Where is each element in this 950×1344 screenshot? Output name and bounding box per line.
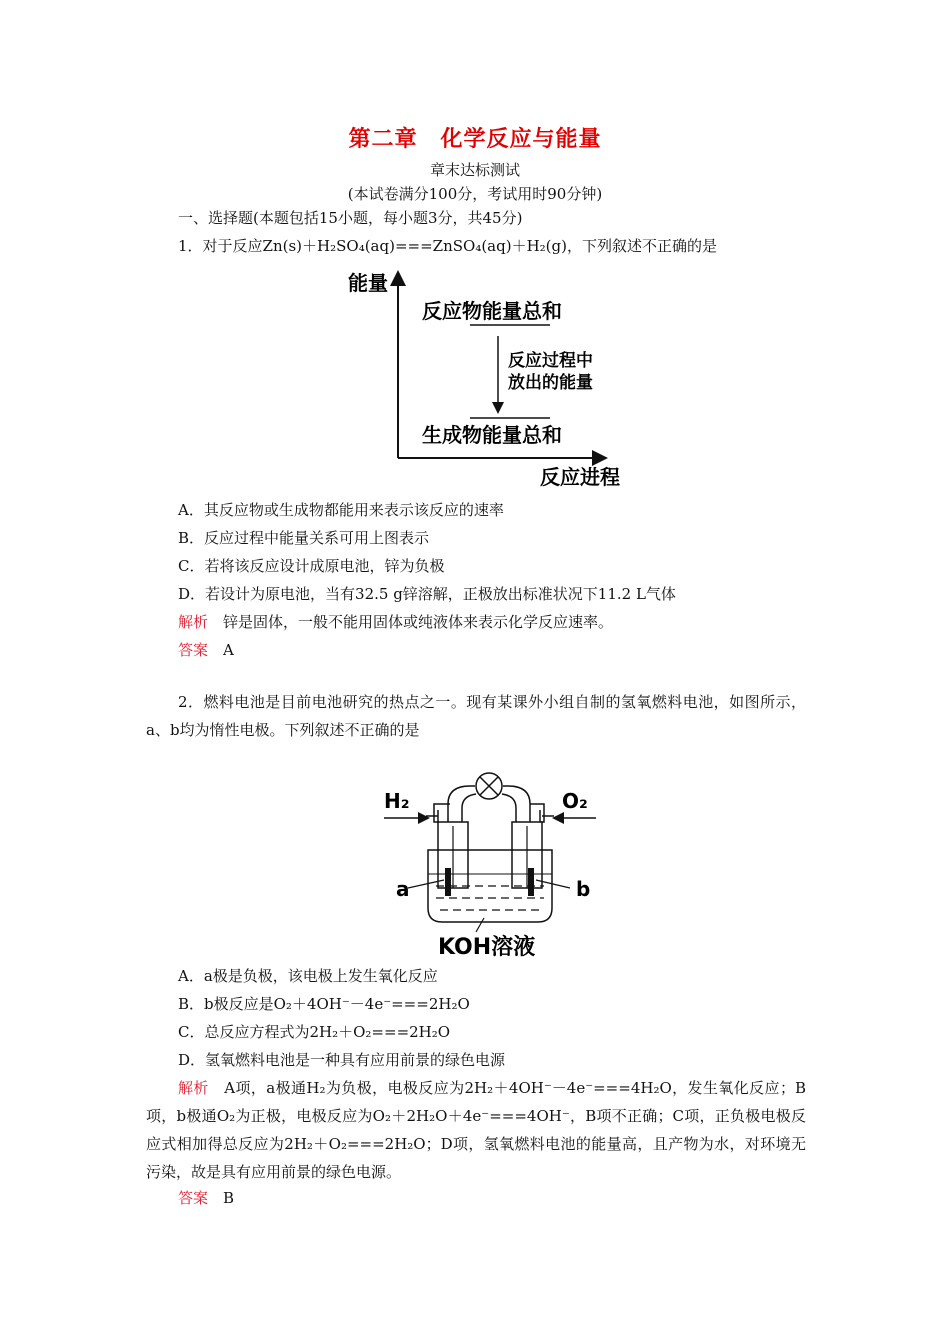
q1-option-a: A．其反应物或生成物都能用来表示该反应的速率 (178, 501, 504, 519)
fuel-cell-diagram (380, 768, 610, 960)
analysis-text: A项，a极通H₂为负极，电极反应为2H₂＋4OH⁻－4e⁻===4H₂O，发生氧化反应；B项，b极通O₂为正极，电极反应为O₂＋2H₂O＋4e⁻===4OH⁻，B项不正确；C项，正负极电极反应式相加得总反应为2H₂＋O₂===2H₂O；D项，氢氧燃料电池的能量高，且产物为水，对环境无污染，故是具有应用前景的绿色电源。 (146, 1079, 806, 1181)
energy-diagram (340, 262, 640, 494)
q1-option-c: C．若将该反应设计成原电池，锌为负极 (178, 557, 445, 575)
question-2-stem: 2．燃料电池是目前电池研究的热点之一。现有某课外小组自制的氢氧燃料电池，如图所示，a、b均为惰性电极。下列叙述不正确的是 (146, 693, 806, 739)
q1-analysis (178, 612, 613, 632)
arrow-label-line-1: 反应过程中 (508, 351, 593, 371)
chapter-title: 第二章 化学反应与能量 (348, 127, 602, 152)
product-energy-label: 生成物能量总和 (422, 423, 562, 447)
analysis-label: 解析 (178, 613, 209, 631)
q2-option-b: B．b极反应是O₂＋4OH⁻－4e⁻===2H₂O (178, 995, 470, 1013)
h2-label: H₂ (384, 789, 410, 813)
q1-answer (178, 640, 234, 660)
o2-label: O₂ (562, 789, 588, 813)
x-axis-label: 反应进程 (540, 465, 620, 489)
test-subtitle: 章末达标测试 (429, 161, 520, 179)
answer-text: B (223, 1189, 235, 1207)
answer-text: A (223, 641, 234, 659)
answer-label: 答案 (178, 641, 209, 659)
q2-analysis (146, 1074, 806, 1186)
question-1-stem: 1．对于反应Zn(s)＋H₂SO₄(aq)===ZnSO₄(aq)＋H₂(g)，下列叙述不正确的是 (178, 237, 717, 255)
electrode-a-label: a (396, 877, 410, 901)
electrode-b (528, 868, 534, 896)
y-axis-label: 能量 (348, 271, 388, 295)
reactant-energy-label: 反应物能量总和 (422, 299, 562, 323)
electrode-b-label: b (576, 877, 591, 901)
electrode-a (445, 868, 451, 896)
q1-option-d: D．若设计为原电池，当有32.5 g锌溶解，正极放出标准状况下11.2 L气体 (178, 585, 676, 603)
analysis-text: 锌是固体，一般不能用固体或纯液体来表示化学反应速率。 (223, 613, 614, 631)
koh-solution-label: KOH溶液 (438, 935, 536, 960)
analysis-label: 解析 (178, 1079, 209, 1097)
exam-info: (本试卷满分100分，考试用时90分钟) (347, 185, 603, 203)
q2-answer (178, 1188, 234, 1208)
q2-option-d: D．氢氧燃料电池是一种具有应用前景的绿色电源 (178, 1051, 506, 1069)
section-heading: 一、选择题(本题包括15小题，每小题3分，共45分) (178, 209, 523, 227)
arrow-label-line-2: 放出的能量 (508, 373, 593, 393)
q1-option-b: B．反应过程中能量关系可用上图表示 (178, 529, 430, 547)
q2-option-a: A．a极是负极，该电极上发生氧化反应 (178, 967, 438, 985)
q2-option-c: C．总反应方程式为2H₂＋O₂===2H₂O (178, 1023, 451, 1041)
answer-label: 答案 (178, 1189, 209, 1207)
